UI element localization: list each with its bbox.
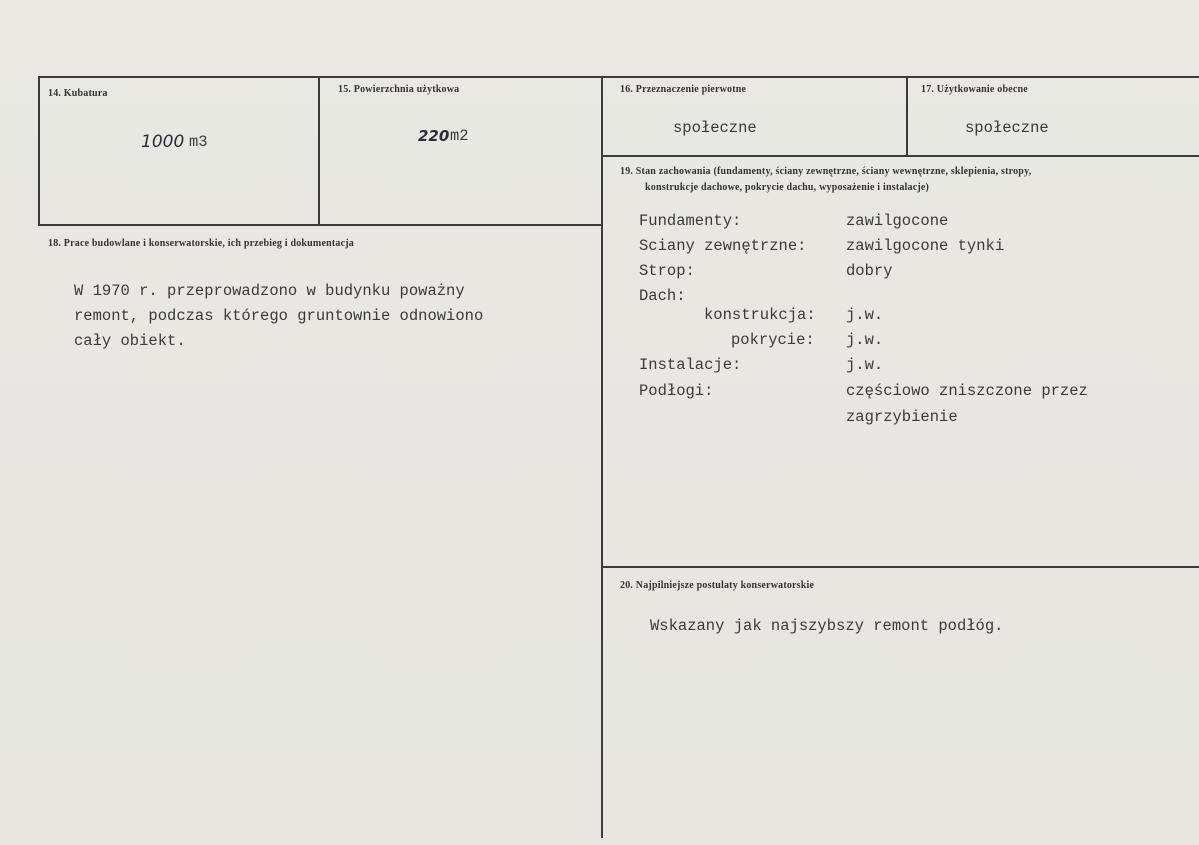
field-15-unit: m2 <box>450 127 469 145</box>
condition-value: j.w. <box>846 356 884 374</box>
divider-14-18 <box>38 224 602 226</box>
field-18-label: 18. Prace budowlane i konserwatorskie, ich przebieg i dokumentacja <box>48 238 354 249</box>
divider-14-15 <box>318 76 320 225</box>
condition-value: zawilgocone <box>846 212 949 230</box>
divider-16-17 <box>906 76 908 156</box>
field-14-label: 14. Kubatura <box>48 88 108 99</box>
field-16-value: społeczne <box>673 119 757 137</box>
condition-value: j.w. <box>846 331 884 349</box>
field-14-value: 1000 <box>141 132 185 152</box>
condition-value: dobry <box>846 262 893 280</box>
field-19-label-line2: konstrukcje dachowe, pokrycie dachu, wyposażenie i instalacje) <box>645 182 930 193</box>
field-18-text <box>74 279 483 354</box>
condition-key: konstrukcja: <box>704 306 816 324</box>
field-20-label: 20. Najpilniejsze postulaty konserwatorskie <box>620 580 815 591</box>
divider-16-19 <box>601 155 1199 157</box>
condition-key: Dach: <box>639 287 686 305</box>
condition-key: Instalacje: <box>639 356 742 374</box>
condition-value: zawilgocone tynki <box>846 237 1005 255</box>
field-18-line: remont, podczas którego gruntownie odnowiono <box>74 307 484 325</box>
field-17-value: społeczne <box>965 119 1049 137</box>
field-18-line: cały obiekt. <box>74 332 186 350</box>
field-15-value: 220 <box>418 127 450 145</box>
field-17-label: 17. Użytkowanie obecne <box>921 84 1028 95</box>
condition-value: częściowo zniszczone przez <box>846 382 1088 400</box>
condition-value: j.w. <box>846 306 884 324</box>
field-14-unit: m3 <box>189 133 208 151</box>
condition-value: zagrzybienie <box>846 408 958 426</box>
condition-key: Fundamenty: <box>639 212 742 230</box>
top-border <box>38 76 1199 78</box>
condition-key: Sciany zewnętrzne: <box>639 237 807 255</box>
field-19-label-line1: 19. Stan zachowania (fundamenty, ściany zewnętrzne, ściany wewnętrzne, sklepienia, stropy, <box>620 166 1032 177</box>
field-15-label: 15. Powierzchnia użytkowa <box>338 84 460 95</box>
divider-19-20 <box>601 566 1199 568</box>
field-20-value: Wskazany jak najszybszy remont podłóg. <box>650 617 1004 635</box>
divider-15-16 <box>601 76 603 838</box>
left-border <box>38 76 40 225</box>
condition-key: Strop: <box>639 262 695 280</box>
condition-key: pokrycie: <box>731 331 815 349</box>
field-18-line: W 1970 r. przeprowadzono w budynku poważny <box>74 282 465 300</box>
field-16-label: 16. Przeznaczenie pierwotne <box>620 84 747 95</box>
condition-key: Podłogi: <box>639 382 714 400</box>
